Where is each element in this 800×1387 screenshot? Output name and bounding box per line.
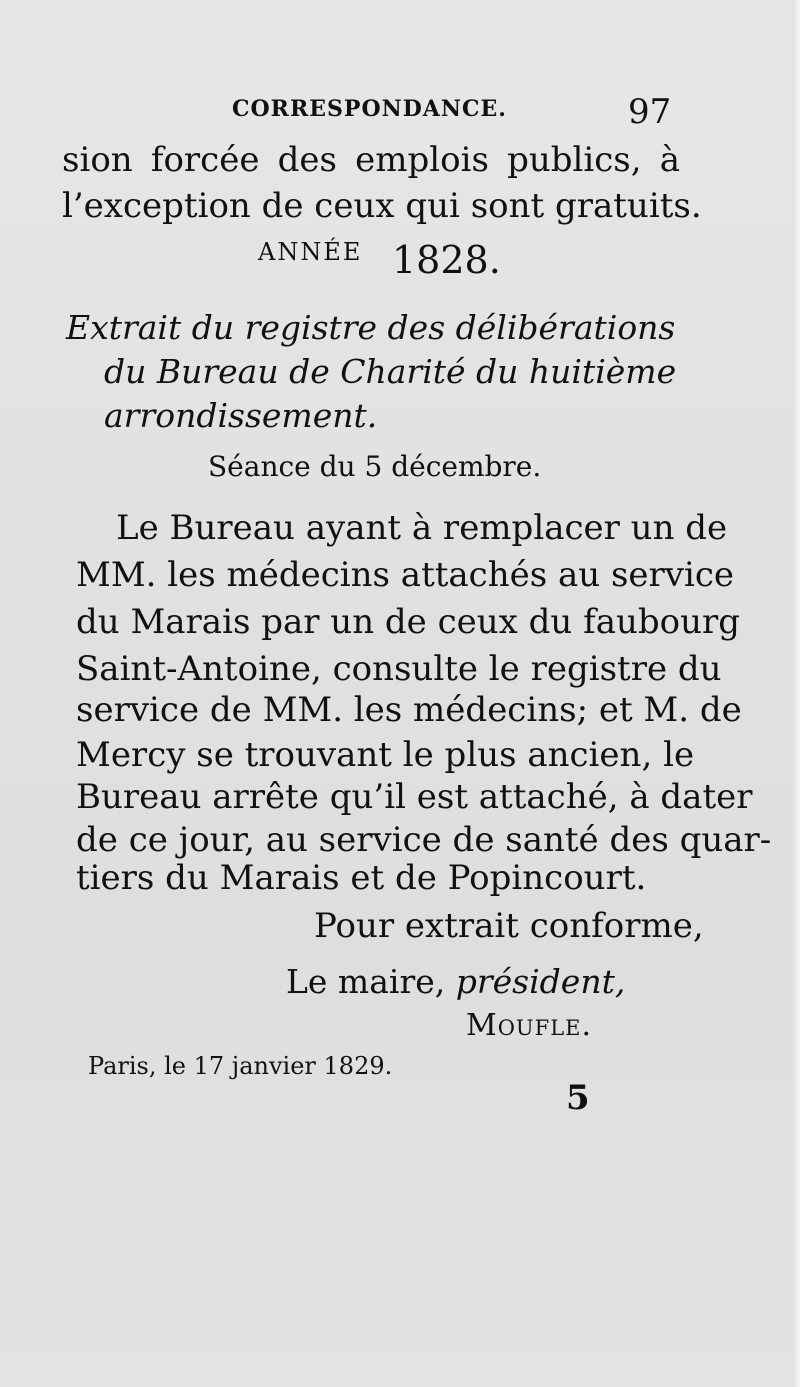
body-line-8: de ce jour, au service de santé des quar- (76, 820, 772, 860)
signature-title: président, (455, 962, 626, 1001)
footer-date: Paris, le 17 janvier 1829. (88, 1052, 393, 1080)
running-title: CORRESPONDANCE. (232, 96, 507, 122)
body-line-4: Saint-Antoine, consulte le registre du (76, 649, 722, 689)
body-line-9: tiers du Marais et de Popincourt. (76, 858, 647, 898)
session-date: Séance du 5 décembre. (208, 450, 542, 483)
signature-prefix: Le maire, (286, 962, 446, 1001)
body-line-5: service de MM. les médecins; et M. de (76, 690, 742, 730)
year-number: 1828. (392, 238, 501, 282)
body-line-3: du Marais par un de ceux du faubourg (76, 602, 741, 642)
heading-line-3: arrondissement. (104, 396, 378, 435)
heading-line-1: Extrait du registre des délibérations (66, 308, 676, 347)
signatory-name: Moufle. (466, 1008, 593, 1043)
closing-formula: Pour extrait conforme, (314, 906, 704, 946)
sheet-signature-mark: 5 (566, 1078, 590, 1118)
signature-line (286, 962, 625, 1001)
heading-line-2: du Bureau de Charité du huitième (104, 352, 677, 391)
year-label: ANNÉE (258, 238, 363, 266)
body-line-6: Mercy se trouvant le plus ancien, le (76, 735, 695, 775)
continuation-line-2: l’exception de ceux qui sont gratuits. (62, 186, 702, 226)
body-line-1: Le Bureau ayant à remplacer un de (116, 508, 728, 548)
page-number: 97 (628, 92, 672, 132)
body-line-2: MM. les médecins attachés au service (76, 555, 735, 595)
body-line-7: Bureau arrête qu’il est attaché, à dater (76, 777, 753, 817)
continuation-line-1: sion forcée des emplois publics, à (62, 140, 680, 180)
